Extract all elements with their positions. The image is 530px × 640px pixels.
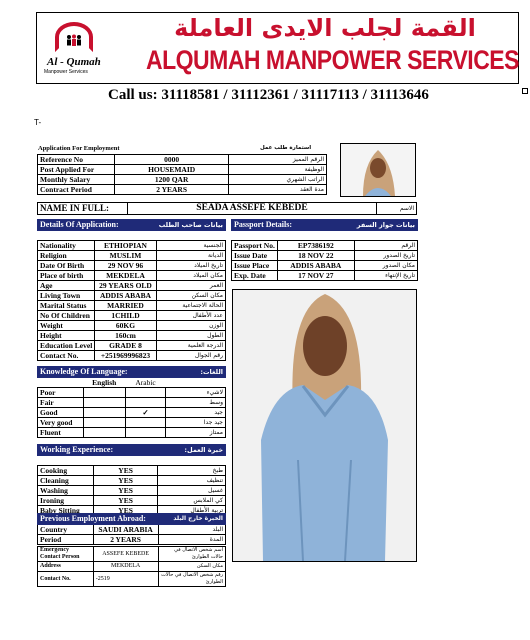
table-row (38, 486, 226, 496)
table-row (38, 466, 226, 476)
table-row (38, 165, 327, 175)
row-value: HOUSEMAID (114, 165, 229, 175)
row-label: Nationality (38, 241, 95, 251)
row-value: 2 YEARS (93, 535, 158, 545)
table-row (232, 261, 418, 271)
row-label: Place of birth (38, 271, 95, 281)
table-row (38, 175, 327, 185)
section-title-ar: بيانات جواز السفر (354, 220, 417, 231)
table-row (38, 261, 226, 271)
english-cell (83, 428, 125, 438)
application-title-ar: استمارة طلب عمل (260, 145, 312, 151)
col-arabic: Arabic (135, 378, 156, 387)
table-row (38, 241, 226, 251)
table-row (38, 351, 226, 361)
row-label-ar: ممتاز (166, 428, 226, 438)
row-label-ar: مكان السكن (158, 562, 225, 572)
section-title: Working Experience: (38, 445, 158, 456)
row-label: Age (38, 281, 95, 291)
row-value: EP7386192 (277, 241, 354, 251)
row-value: 17 NOV 27 (277, 271, 354, 281)
portrait-image (341, 144, 415, 196)
arabic-company-title: القمة لجلب الايدى العاملة (174, 14, 476, 42)
row-value: 2 YEARS (114, 185, 229, 195)
table-row (38, 185, 327, 195)
table-row (38, 476, 226, 486)
row-label: Religion (38, 251, 95, 261)
row-value: ASSEFE KEBEDE (93, 547, 158, 562)
row-label-ar: تنظيف (158, 476, 226, 486)
row-label: Very good (38, 418, 84, 428)
row-label-ar: رقم شخص الاتصال في حالات الطوارئ (158, 572, 225, 587)
row-label: Cleaning (38, 476, 94, 486)
table-row (38, 271, 226, 281)
name-table (37, 202, 417, 215)
application-title-row (38, 145, 328, 152)
application-title: Application For Employment (38, 145, 120, 152)
row-label: Education Level (38, 341, 95, 351)
arabic-cell (125, 388, 166, 398)
row-label-ar: الراتب الشهري (229, 175, 327, 185)
arabic-cell (125, 428, 166, 438)
table-row (38, 251, 226, 261)
row-value: MUSLIM (95, 251, 156, 261)
english-cell (83, 398, 125, 408)
section-header (232, 220, 418, 231)
table-row (38, 155, 327, 165)
row-value: 18 NOV 22 (277, 251, 354, 261)
row-label: Weight (38, 321, 95, 331)
row-label: No Of Children (38, 311, 95, 321)
row-value: -2519 (93, 572, 158, 587)
section-header (38, 367, 226, 378)
row-label-ar: الديانة (156, 251, 225, 261)
section-header (38, 514, 226, 525)
row-value: ETHIOPIAN (95, 241, 156, 251)
row-label-ar: لاشيء (166, 388, 226, 398)
row-label-ar: البلد (158, 525, 225, 535)
section-title: Passport Details: (232, 220, 355, 231)
section-title-ar: اللغات: (166, 367, 226, 378)
row-label-ar: طبخ (158, 466, 226, 476)
row-label: Washing (38, 486, 94, 496)
name-label: NAME IN FULL: (38, 203, 128, 215)
english-cell (83, 418, 125, 428)
row-label-ar: تربية الأطفال (158, 506, 226, 516)
row-label-ar: تاريخ الإنتهاء (354, 271, 417, 281)
table-row (38, 525, 226, 535)
col-english: English (92, 378, 117, 387)
row-label: Contract Period (38, 185, 115, 195)
full-body-image (233, 290, 416, 561)
check-icon: ✓ (125, 408, 166, 418)
row-label: Exp. Date (232, 271, 278, 281)
row-value: YES (93, 506, 157, 516)
english-company-title: ALQUMAH MANPOWER SERVICES (146, 45, 519, 75)
section-title-ar: خبرة العمل: (158, 445, 226, 456)
row-value: 1200 QAR (114, 175, 229, 185)
row-label: Post Applied For (38, 165, 115, 175)
table-row (38, 281, 226, 291)
row-label: Fair (38, 398, 84, 408)
row-value: MEKDELA (93, 562, 158, 572)
row-label: Address (38, 562, 94, 572)
name-label-ar: الاسم (377, 203, 417, 215)
details-table (37, 219, 226, 361)
row-label-ar: المدة (158, 535, 225, 545)
row-label-ar: اسم شخص الاتصال في حالات الطوارئ (158, 547, 225, 562)
row-label: Contact No. (38, 351, 95, 361)
table-row (38, 572, 226, 587)
row-value: 1CHILD (95, 311, 156, 321)
row-label: Date Of Birth (38, 261, 95, 271)
table-row (38, 301, 226, 311)
logo-people-icon (64, 34, 84, 46)
portrait-photo (340, 143, 416, 197)
call-us-line: Call us: 31118581 / 31112361 / 31117113 / 31113646 (108, 87, 429, 103)
row-label: Monthly Salary (38, 175, 115, 185)
table-row (232, 271, 418, 281)
row-value: GRADE 8 (95, 341, 156, 351)
row-label-ar: الرقم المميز (229, 155, 327, 165)
experience-table (37, 444, 226, 516)
row-label-ar: مكان السكن (156, 291, 225, 301)
passport-table (231, 219, 418, 281)
row-label-ar: الرقم (354, 241, 417, 251)
row-label: Reference No (38, 155, 115, 165)
row-label: Emergency Contact Person (38, 547, 94, 562)
row-value: ADDIS ABABA (277, 261, 354, 271)
row-label: Period (38, 535, 94, 545)
row-label: Passport No. (232, 241, 278, 251)
table-row (38, 388, 226, 398)
row-label-ar: كي الملابس (158, 496, 226, 506)
row-label: Good (38, 408, 84, 418)
row-value: ADDIS ABABA (95, 291, 156, 301)
name-value: SEADA ASSEFE KEBEDE (127, 203, 376, 215)
table-row (38, 562, 226, 572)
previous-employment-table (37, 513, 226, 545)
application-table (37, 154, 327, 195)
english-cell (83, 388, 125, 398)
table-row (38, 535, 226, 545)
row-value: MARRIED (95, 301, 156, 311)
table-row (38, 341, 226, 351)
row-label-ar: الوظيفة (229, 165, 327, 175)
row-label-ar: الطول (156, 331, 225, 341)
row-value: 29 YEARS OLD (95, 281, 156, 291)
table-row (232, 251, 418, 261)
section-header (38, 220, 226, 231)
row-label: Fluent (38, 428, 84, 438)
mark-text: T- (34, 118, 42, 127)
row-label-ar: جيد جدا (166, 418, 226, 428)
row-label-ar: مدة العقد (229, 185, 327, 195)
row-label: Cooking (38, 466, 94, 476)
arabic-cell (125, 398, 166, 408)
section-header (38, 445, 226, 456)
row-label: Issue Place (232, 261, 278, 271)
logo-name: Al - Qumah (47, 56, 101, 68)
row-label-ar: مكان الميلاد (156, 271, 225, 281)
row-label-ar: عدد الأطفال (156, 311, 225, 321)
row-label-ar: غسيل (158, 486, 226, 496)
full-body-photo (232, 289, 417, 562)
row-value: YES (93, 486, 157, 496)
row-label: Ironing (38, 496, 94, 506)
row-label: Issue Date (232, 251, 278, 261)
row-label-ar: جيد (166, 408, 226, 418)
table-row (38, 496, 226, 506)
table-row (38, 311, 226, 321)
name-row (38, 203, 417, 215)
table-row (38, 291, 226, 301)
row-label-ar: رقم الجوال (156, 351, 225, 361)
row-label: Living Town (38, 291, 95, 301)
section-title: Details Of Application: (38, 220, 157, 231)
row-value: SAUDI ARABIA (93, 525, 158, 535)
row-label-ar: العمر (156, 281, 225, 291)
row-value: 60KG (95, 321, 156, 331)
row-value: YES (93, 476, 157, 486)
row-label-ar: الحالة الاجتماعية (156, 301, 225, 311)
table-row (38, 321, 226, 331)
row-label-ar: تاريخ الصدور (354, 251, 417, 261)
row-value: YES (93, 496, 157, 506)
language-table (37, 366, 226, 438)
language-col-header-row (38, 378, 226, 388)
corner-box (522, 88, 528, 94)
row-label: Height (38, 331, 95, 341)
row-label: Country (38, 525, 94, 535)
row-label: Marital Status (38, 301, 95, 311)
row-value: 29 NOV 96 (95, 261, 156, 271)
row-value: +251969996823 (95, 351, 156, 361)
row-value: 160cm (95, 331, 156, 341)
table-row (38, 418, 226, 428)
section-title: Previous Employment Abroad: (38, 514, 159, 525)
row-value: 0000 (114, 155, 229, 165)
row-value: YES (93, 466, 157, 476)
row-label-ar: مكان الصدور (354, 261, 417, 271)
section-title: Knowledge Of Language: (38, 367, 166, 378)
logo-subtitle: Manpower Services (44, 69, 88, 75)
row-label-ar: الوزن (156, 321, 225, 331)
row-label: Contact No. (38, 572, 94, 587)
table-row (232, 241, 418, 251)
row-label-ar: الجنسية (156, 241, 225, 251)
table-row (38, 408, 226, 418)
table-row (38, 331, 226, 341)
row-label: Baby Sitting (38, 506, 94, 516)
row-label-ar: الدرجة العلمية (156, 341, 225, 351)
english-cell (83, 408, 125, 418)
row-label: Poor (38, 388, 84, 398)
table-row (38, 428, 226, 438)
arabic-cell (125, 418, 166, 428)
row-value: MEKDELA (95, 271, 156, 281)
table-row (38, 547, 226, 562)
emergency-table (37, 546, 226, 587)
table-row (38, 398, 226, 408)
row-label-ar: تاريخ الميلاد (156, 261, 225, 271)
section-title-ar: بيانات صاحب الطلب (156, 220, 225, 231)
section-title-ar: الخبرة خارج البلد (158, 514, 225, 525)
row-label-ar: وسط (166, 398, 226, 408)
